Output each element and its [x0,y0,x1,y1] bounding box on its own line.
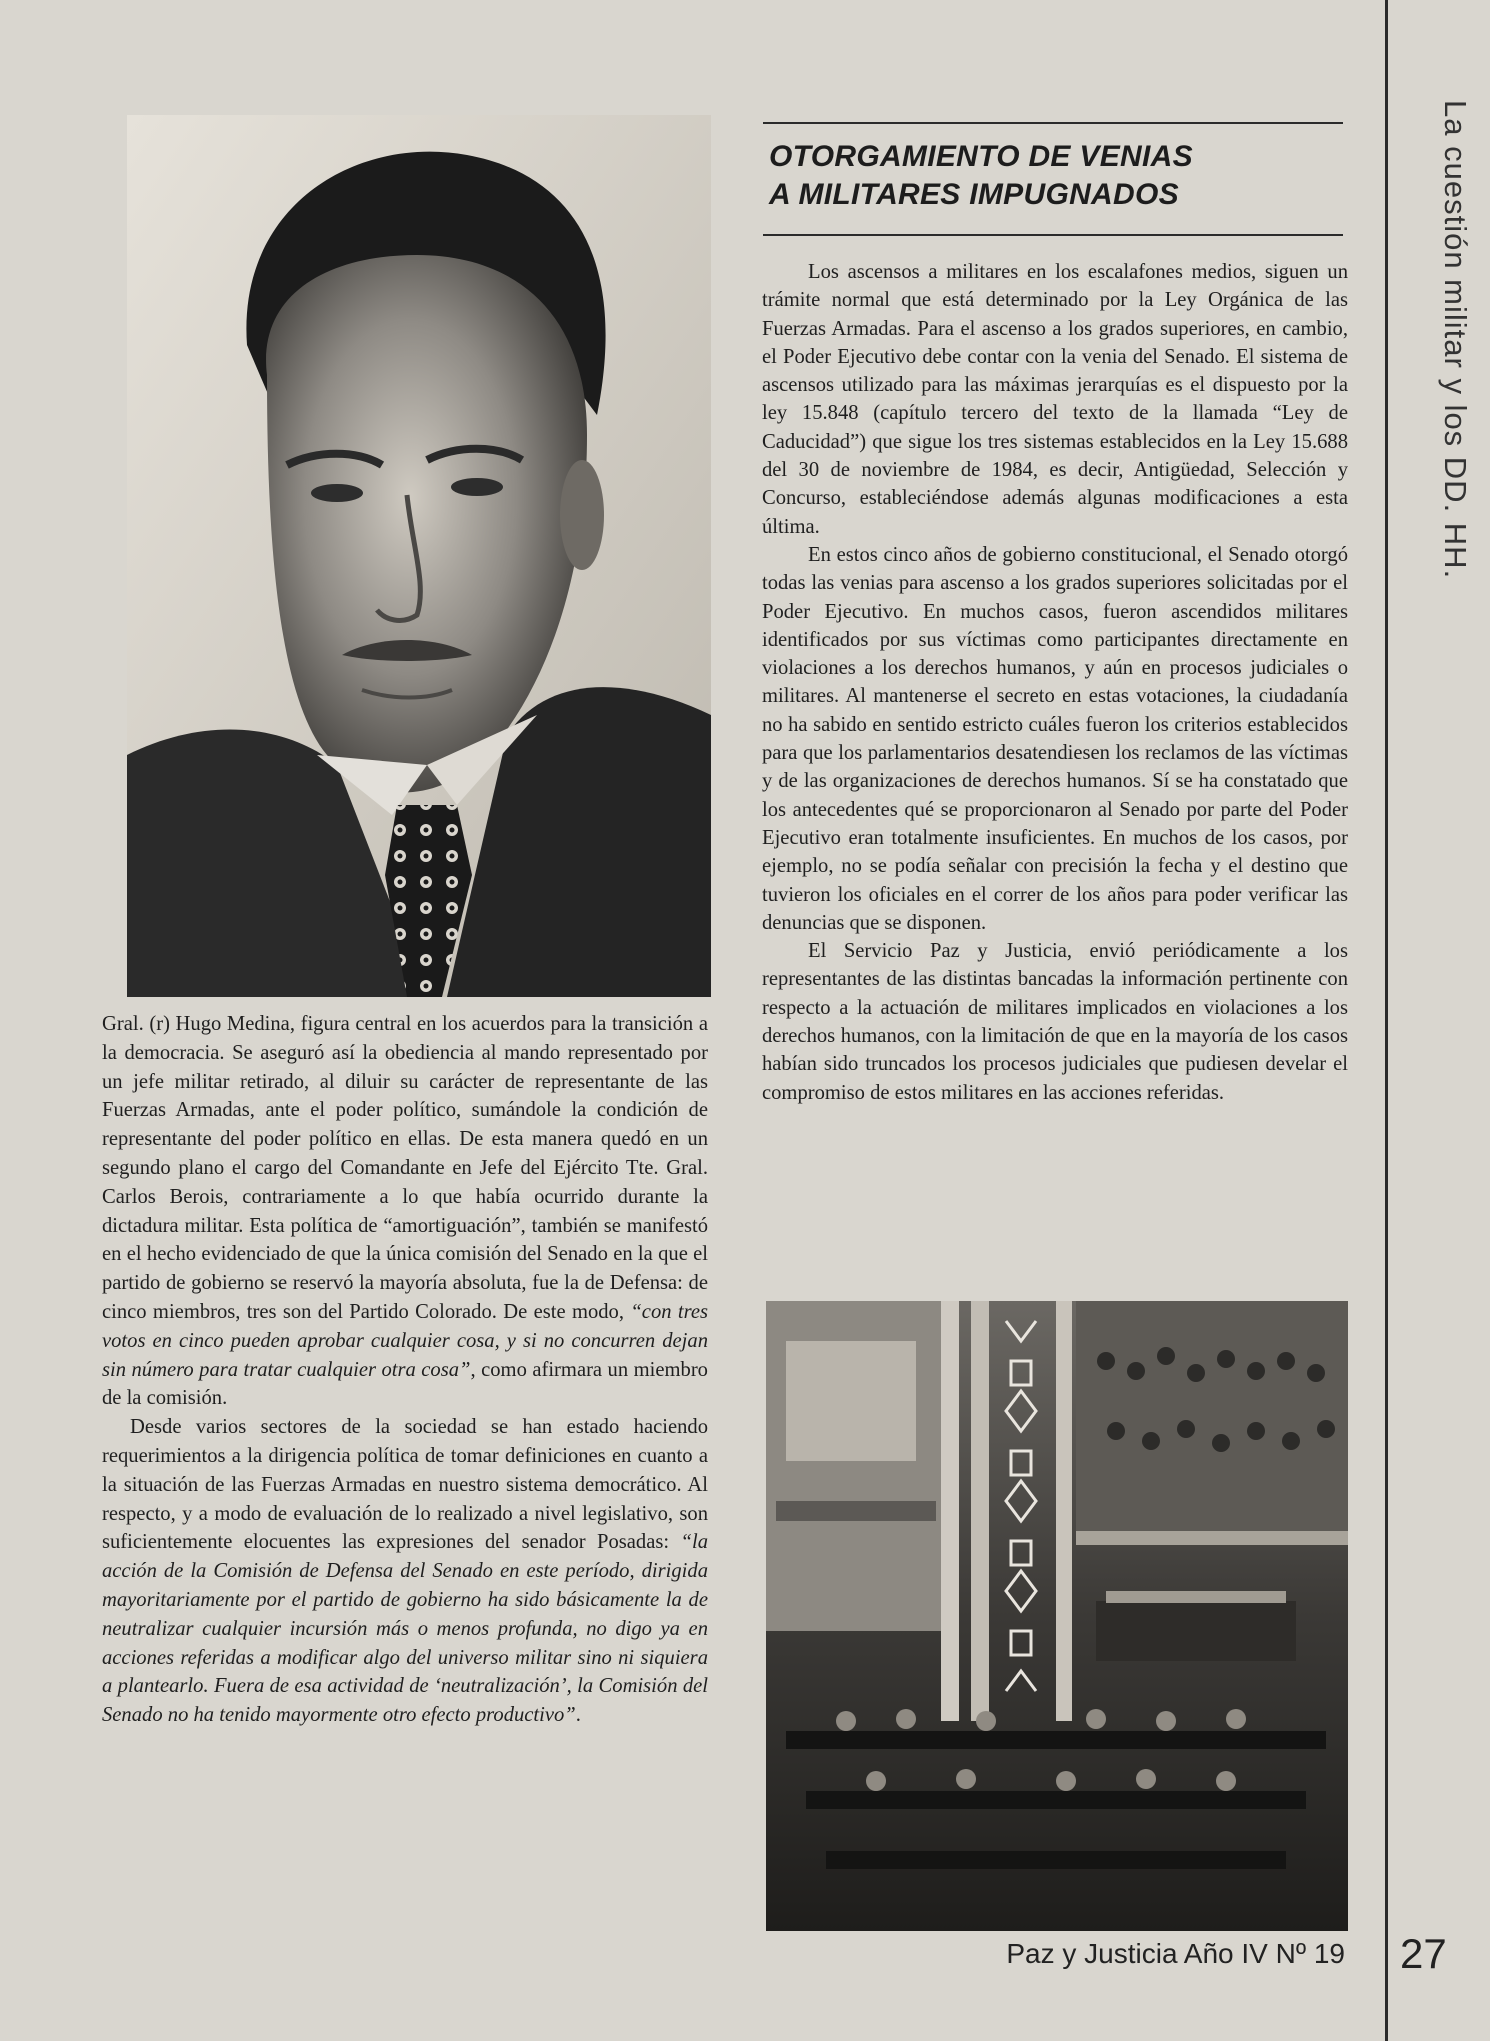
article-heading-box [763,122,1343,236]
article-paragraph: El Servicio Paz y Justicia, envió periódicamente a los representantes de las distintas bancadas la información pertinente con respecto a la actuación de militares implicados en violaciones a los derechos humanos, con la limitación de que en la mayoría de los casos habían sido truncados los procesos judiciales que pudiesen develar el compromiso de estos militares en las acciones referidas. [762,940,1348,1104]
page-number: 27 [1400,1930,1447,1977]
senate-chamber-illustration [766,1301,1348,1931]
article-paragraph: En estos cinco años de gobierno constitucional, el Senado otorgó todas las venias para ascenso a los grados superiores solicitadas por el Poder Ejecutivo. En muchos casos, fueron ascendidos militares identificados por sus víctimas como participantes directamente en violaciones a los derechos humanos, y aún en procesos judiciales o militares. Al mantenerse el secreto en estas votaciones, la ciudadanía no ha sabido en sentido estricto cuáles fueron los criterios establecidos para que los parlamentarios desatendiesen los reclamos de las víctimas y de las organizaciones de derechos humanos. Sí se ha constatado que los antecedentes qué se proporcionaron al Senado por parte del Poder Ejecutivo eran totalmente insuficientes. En muchos de los casos, por ejemplo, no se podía señalar con precisión la fecha y el destino que tuvieron los oficiales en el correr de los años para poder verificar las denuncias que se disponen. [762,543,1348,934]
caption-text: , como afirmara un miembro de la comisión. [102,1358,708,1410]
photo-caption [102,1010,708,1730]
section-title-vertical [1385,100,1490,660]
article-heading-line: A MILITARES IMPUGNADOS [769,178,1179,211]
caption-text: Gral. (r) Hugo Medina, figura central en los acuerdos para la transición a la democracia. Se aseguró así la obediencia al mando representado por un jefe militar retirado, al diluir su carácter de representante de las Fuerzas Armadas, ante el poder político, sumándole la condición de representante del poder político en ellas. De esta manera quedó en un segundo plano el cargo del Comandante en Jefe del Ejército Tte. Gral. Carlos Berois, contrariamente a lo que había ocurrido durante la dictadura militar. Esta política de “amortiguación”, también se manifestó en el hecho evidenciado de que la única comisión del Senado en la que el partido de gobierno se reservó la mayoría absoluta, fue la de Defensa: de cinco miembros, tres son del Partido Colorado. De este modo, [102,1013,708,1323]
portrait-illustration [127,115,711,997]
caption-text: . [575,1704,581,1727]
article-paragraph: Los ascensos a militares en los escalafones medios, siguen un trámite normal que está determinado por la Ley Orgánica de las Fuerzas Armadas. Para el ascenso a los grados superiores, en cambio, el Poder Ejecutivo debe contar con la venia del Senado. El sistema de ascensos utilizado para las máximas jerarquías es el dispuesto por la ley 15.848 (capítulo tercero del texto de la llamada “Ley de Caducidad”) que sigue los tres sistemas establecidos en la Ley 15.688 del 30 de noviembre de 1984, es decir, Antigüedad, Selección y Concurso, estableciéndose además algunas modificaciones a esta última. [762,261,1348,538]
article-body [762,258,1348,1107]
portrait-photo [127,115,711,997]
article-heading [769,138,1343,214]
article-heading-line: OTORGAMIENTO DE VENIAS [769,140,1193,173]
senate-chamber-photo [766,1301,1348,1931]
caption-paragraph [102,1010,708,1413]
caption-quote: “con tres votos en cinco pueden aprobar cualquier cosa, y si no concurren dejan sin número para tratar cualquier otra cosa” [102,1300,708,1381]
caption-quote: “la acción de la Comisión de Defensa del Senado en este período, dirigida mayoritariamente por el partido de gobierno ha sido básicamente la de neutralizar cualquier incursión más o menos profunda, no digo ya en acciones referidas a modificar algo del universo militar sino ni siquiera a plantearlo. Fuera de esa actividad de ‘neutralización’, la Comisión del Senado no ha tenido mayormente otro efecto productivo” [102,1531,708,1727]
section-title-text: La cuestión militar y los DD. HH. [1438,100,1473,580]
caption-text: Desde varios sectores de la sociedad se han estado haciendo requerimientos a la dirigencia política de tomar definiciones en cuanto a la situación de las Fuerzas Armadas en nuestro sistema democrático. Al respecto, y a modo de evaluación de lo realizado a nivel legislativo, son suficientemente elocuentes las expresiones del senador Posadas: [102,1416,708,1554]
footer-publication: Paz y Justicia Año IV Nº 19 [1006,1938,1345,1969]
caption-paragraph [102,1413,708,1730]
